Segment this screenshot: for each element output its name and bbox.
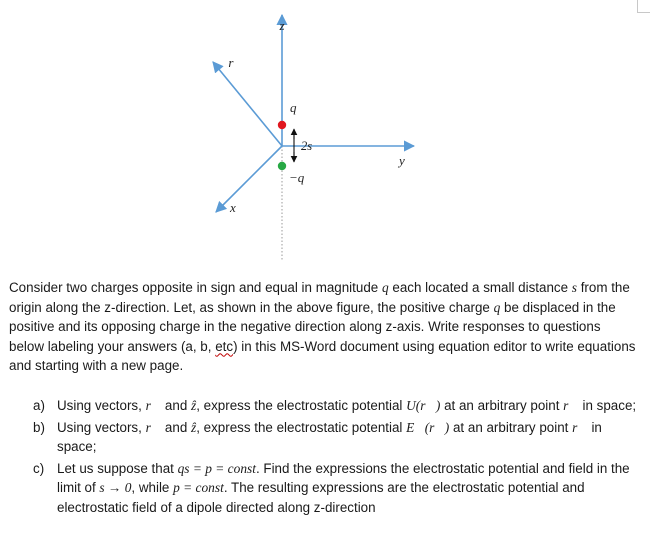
question-item: c) Let us suppose that qs = p = const. Find the expressions the electrostatic potential and field in the limit of s → 0, while p = const. The resulting expressions are the electrostatic potential and electrostatic field of a dipole directed along z-direction: [33, 460, 630, 515]
negative-charge-label: −q: [289, 170, 305, 185]
page-corner-mark: [637, 0, 650, 13]
separation-label: 2s: [301, 139, 313, 153]
negative-charge-dot: [278, 162, 286, 170]
question-marker: a): [33, 398, 45, 413]
question-marker: c): [33, 460, 45, 476]
y-axis-label: y: [399, 153, 405, 168]
charge-diagram: [0, 0, 650, 260]
question-item: b) Using vectors, r⃗ and ẑ, express the electrostatic potential E⃗(r⃗) at an arbitrary point r⃗ in space;: [33, 419, 602, 454]
question-list: [0, 396, 640, 519]
question-marker: b): [33, 419, 45, 435]
r-vector-label: r⃗: [228, 55, 244, 70]
intro-paragraph: Consider two charges opposite in sign and equal in magnitude q each located a small distance s from the origin along the z-direction. Let, as shown in the above figure, the positive charge q be displaced in the positive and its opposing charge in the negative direction along z-axis. Write responses to questions below labeling your answers (a, b, etc) in this MS-Word document using equation editor to write equations and starting with a new page.: [9, 280, 636, 373]
spell-check-underline: etc: [215, 338, 234, 354]
x-axis: [216, 146, 282, 212]
positive-charge-label: q: [290, 100, 297, 115]
x-axis-label: x: [230, 200, 236, 215]
z-axis-label: z: [279, 18, 285, 33]
r-vector-arrow: [213, 62, 282, 146]
question-item: a) Using vectors, r⃗ and ẑ, express the electrostatic potential U(r⃗) at an arbitrary point r⃗ in space;: [0, 396, 640, 416]
positive-charge-dot: [278, 121, 286, 129]
